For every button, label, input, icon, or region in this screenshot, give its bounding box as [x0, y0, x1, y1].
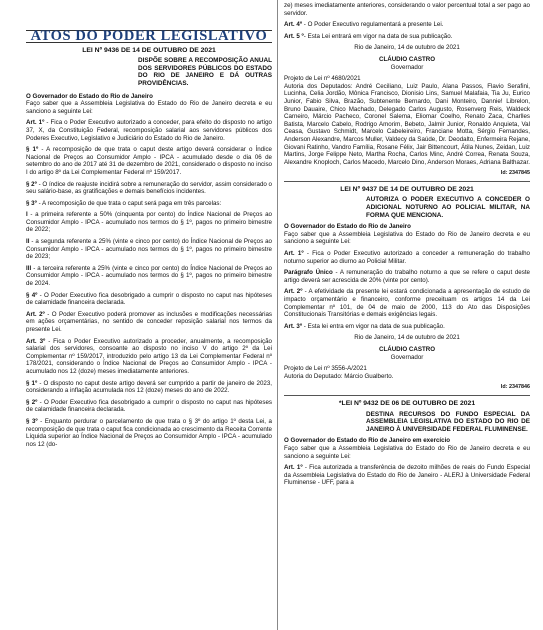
paragraph-lead: Art. 3º [26, 337, 46, 345]
intro-text: Faço saber que a Assembleia Legislativa do Estado do Rio de Janeiro decreta e eu sanciono a seguinte Lei: [284, 230, 530, 246]
paragraph [26, 418, 272, 448]
paragraph-text: - A recomposição de que trata o caput deste artigo deverá considerar o Índice Nacional de Preços ao Consumidor Amplo - IPCA - acumulado desde o dia 06 de setembro do ano de 2017 até 31 de dezembro de 2021, considerado o disposto no inciso I do artigo 8º da Lei Complementar Federal nº 159/2017. [26, 146, 272, 176]
continued-text: ze) meses imediatamente anteriores, considerando o valor percentual total a ser pago ao servidor. [284, 2, 530, 17]
paragraph-text: - O disposto no caput deste artigo deverá ser cumprido a partir de janeiro de 2023, considerando a inflação acumulada nos 12 (doze) meses do ano de 2022. [26, 379, 272, 395]
paragraph [284, 288, 530, 318]
paragraph-text: - O Poder Executivo fica desobrigado a cumprir o disposto no caput nas hipóteses de calamidade financeira declarada. [26, 291, 272, 307]
paragraph-text: - a terceira referente a 25% (vinte e cinco por cento) do Índice Nacional de Preços ao Consumidor Amplo - IPCA - acumulado nos termos do § 1º, pagos no primeiro bimestre de 2024. [26, 264, 272, 288]
paragraph [284, 269, 530, 284]
paragraph [26, 292, 272, 307]
paragraph-lead: Art. 2º [26, 310, 45, 318]
paragraph-text: - O índice de reajuste incidirá sobre a remuneração do servidor, assim considerado o seu salário-base, as gratificações e demais benefícios incidentes. [26, 180, 272, 196]
intro-paragraph [26, 93, 272, 116]
signing-date: Rio de Janeiro, 14 de outubro de 2021 [354, 44, 460, 52]
signature-role: Governador [390, 63, 424, 71]
paragraph-text: - Fica autorizada a transferência de dezoito milhões de reais do Fundo Especial da Assembleia Legislativa do Estado do Rio de Janeiro - ALERJ à Universidade Federal Fluminense - UFF, para a [284, 464, 530, 487]
paragraph [284, 250, 530, 265]
paragraph-text: - O Poder Executivo poderá promover as inclusões e modificações necessárias em ações orçamentárias, no sentido de conceder reposição salarial nos termos da presente Lei. [26, 310, 273, 333]
signature-role: Governador [390, 353, 424, 361]
paragraph-lead: § 1º [26, 146, 39, 154]
paragraph-lead: Art. 1º [284, 250, 304, 258]
paragraph [26, 146, 272, 176]
paragraph-text: - O Poder Executivo fica desobrigado a cumprir o disposto no caput nas hipóteses de calamidade financeira declarada. [26, 398, 272, 414]
left-column [26, 0, 272, 452]
intro-bold: O Governador do Estado do Rio de Janeiro [284, 223, 411, 231]
paragraph-lead: Art. 3º [284, 322, 303, 330]
paragraph-text: - A efetividade da presente lei estará condicionada a apresentação de estudo de impacto orçamentário e financeiro, conforme preceituam os artigos 14 da Lei Complementar nº 101, de 04 de maio de 2000, 113 do Ato das Disposições Constitucionais Transitórias e demais exigências legais. [284, 288, 530, 319]
paragraph [26, 399, 272, 414]
law-ementa: DESTINA RECURSOS DO FUNDO ESPECIAL DA ASSEMBLEIA LEGISLATIVA DO ESTADO DO RIO DE JANEIRO À UNIVERSIDADE FEDERAL FLUMINENSE. [366, 410, 530, 433]
law-ementa: DISPÕE SOBRE A RECOMPOSIÇÃO ANUAL DOS SERVIDORES PÚBLICOS DO ESTADO DO RIO DE JANEIRO E DÁ OUTRAS PROVIDÊNCIAS. [138, 57, 272, 87]
law-title: LEI Nº 9436 DE 14 DE OUTUBRO DE 2021 [82, 46, 216, 54]
paragraph-lead: § 3º [26, 417, 38, 425]
signature-name: CLÁUDIO CASTRO [378, 345, 436, 353]
right-column [284, 0, 530, 491]
law-title: *LEI Nº 9432 DE 06 DE OUTUBRO DE 2021 [338, 399, 476, 407]
paragraph-text: - A recomposição de que trata o caput será paga em três parcelas: [36, 199, 222, 207]
signature-name: CLÁUDIO CASTRO [378, 55, 436, 63]
document-id: Id: 2347846 [500, 384, 530, 391]
intro-bold: O Governador do Estado do Rio de Janeiro [26, 92, 153, 100]
paragraph-text: - A remuneração do trabalho noturno a que se refere o caput deste artigo deverá ser acrescida de 20% (vinte por cento). [284, 269, 531, 284]
paragraph-lead: § 3º [26, 199, 37, 207]
authors-list: Autoria do Deputado: Márcio Gualberto. [284, 372, 394, 380]
paragraph-text: - a primeira referente a 50% (cinquenta por cento) do Índice Nacional de Preços ao Consumidor Amplo - IPCA - acumulado nos termos do § 1º, pagos no primeiro bimestre de 2022; [26, 211, 272, 234]
paragraph-lead: § 2º [26, 398, 38, 406]
paragraph-lead: § 4º [26, 291, 38, 299]
paragraph-text: - O Poder Executivo regulamentará a presente Lei. [302, 21, 444, 29]
separator [284, 181, 530, 182]
authors-list: Autoria dos Deputados: André Ceciliano, Luiz Paulo, Alana Passos, Flavio Serafini, Lucinha, Celia Jordão, Mônica Francisco, Dionisio Lins, Samuel Malafaia, Tia Ju, Eurico Junior, Fabio Silva, Brazão, Subtenente Bernardo, Dani Monteiro, Dannie! Librelon, Bruno Dauaire, Chico Machado, Delegado Carlos Augusto, Rosenverg Reis, Waldeck Carneiro, Márcio Pacheco, Coronel Salema, Eliomar Coelho, Renato Zaca, Charlles Batista, Marcelo Cabelo, Rodrigo Amorim, Bebeto, Jalmir Junior, Ronaldo Anquieta, Val Ceasa, Gustavo Schmidt, Marcelo Cabeleireiro, Franciane Motta, Sérgio Fernandes, Anderson Alexandre, Marcos Muller, Valdecy da Saúde, Dr. Deodalto, Enfermeira Rejane, Giovani Ratinho, Vandro Família, Rosane Félix, Jair Bittencourt, Átila Nunes, Zeidan, Luiz Martins, Jorge Felippe Neto, Martha Rocha, Carlos Minc, André Correa, Renata Souza, Alexandre Knoploch, Carlos Macedo, Marcelo Dino, Anderson Moraes, Adriana Balthazar. [284, 82, 530, 166]
document-id: Id: 2347845 [500, 170, 530, 177]
paragraph [284, 323, 530, 331]
paragraph [26, 338, 272, 376]
paragraph [26, 238, 272, 261]
intro-text: Faço saber que a Assembleia Legislativa do Estado do Rio de Janeiro decreta e eu sanciono a seguinte Lei: [26, 100, 272, 115]
paragraph-lead: Art. 4º [284, 21, 303, 29]
separator [284, 395, 530, 396]
section-title: ATOS DO PODER LEGISLATIVO [30, 28, 268, 44]
law-title: LEI Nº 9437 DE 14 DE OUTUBRO DE 2021 [340, 185, 474, 193]
paragraph-text: - Enquanto perdurar o parcelamento de que trata o § 3º do artigo 1º desta Lei, a recomposição de que trata o caput fica condicionada ao crescimento da Receita Corrente Líquida superior ao Índice Nacional de Preços ao Consumidor Amplo - IPCA - acumulado nos 12 (do- [26, 417, 272, 448]
paragraph-lead: Parágrafo Único [284, 269, 333, 277]
paragraph [26, 200, 272, 208]
paragraph [26, 265, 272, 288]
law-ementa: AUTORIZA O PODER EXECUTIVO A CONCEDER O ADICIONAL NOTURNO AO POLICIAL MILITAR, NA FORMA QUE MENCIONA. [366, 196, 530, 219]
paragraph [26, 311, 272, 334]
column-divider [277, 0, 278, 630]
paragraph-text: - Fica o Poder Executivo autorizado a conceder a remuneração do trabalho noturno superior ao diurno ao Policial Militar. [284, 250, 531, 265]
intro-paragraph [284, 223, 530, 246]
paragraph-lead: § 1º [26, 379, 38, 387]
paragraph-lead: Art. 2º [284, 288, 303, 296]
intro-text: Faço saber que a Assembleia Legislativa do Estado do Rio de Janeiro decreta e eu sanciono a seguinte Lei: [284, 444, 530, 460]
paragraph-text: - Fica o Poder Executivo autorizado a proceder, anualmente, a recomposição salarial dos servidores, consoante ao disposto no inciso V do artigo 2º da Lei Complementar nº 159/2017, introduzido pelo artigo 13 da Lei Complementar Federal nº 178/2021, considerando o Índice Nacional de Preços ao Consumidor Amplo - IPCA - acumulado nos 12 (doze) meses imediatamente anteriores. [26, 337, 273, 375]
paragraph-lead: III [26, 264, 32, 272]
paragraph-lead: Art. 1º [26, 119, 45, 127]
paragraph-text: - Esta lei entra em vigor na data de sua publicação. [302, 322, 445, 330]
paragraph [26, 211, 272, 234]
intro-bold: O Governador do Estado do Rio de Janeiro em exercício [284, 437, 451, 445]
paragraph [284, 464, 530, 487]
paragraph-lead: I [26, 211, 28, 219]
paragraph [284, 33, 530, 41]
project-number: Projeto de Lei nº 3556-A/2021 [284, 365, 367, 373]
project-number: Projeto de Lei nº 4680/2021 [284, 75, 361, 83]
paragraph [26, 181, 272, 196]
paragraph-text: - a segunda referente a 25% (vinte e cinco por cento) do Índice Nacional de Preços ao Consumidor Amplo - IPCA - acumulado nos termos do § 1º, pagos no primeiro bimestre de 2023; [26, 238, 272, 261]
paragraph-lead: II [26, 238, 30, 246]
intro-paragraph [284, 437, 530, 460]
signing-date: Rio de Janeiro, 14 de outubro de 2021 [354, 334, 460, 342]
paragraph-lead: § 2º [26, 180, 37, 188]
paragraph-text: - Esta Lei entrará em vigor na data de sua publicação. [303, 32, 453, 40]
paragraph [284, 21, 530, 29]
paragraph-lead: Art. 5 º [284, 32, 304, 40]
paragraph [26, 380, 272, 395]
paragraph-lead: Art. 1º [284, 464, 303, 472]
paragraph [26, 119, 272, 142]
paragraph-text: - Fica o Poder Executivo autorizado a conceder, para efeito do disposto no artigo 37, X, da Constituição Federal, recomposição salarial aos servidores públicos dos Poderes Executivo, Legislativo e Judiciário do Estado do Rio de Janeiro. [26, 119, 273, 142]
